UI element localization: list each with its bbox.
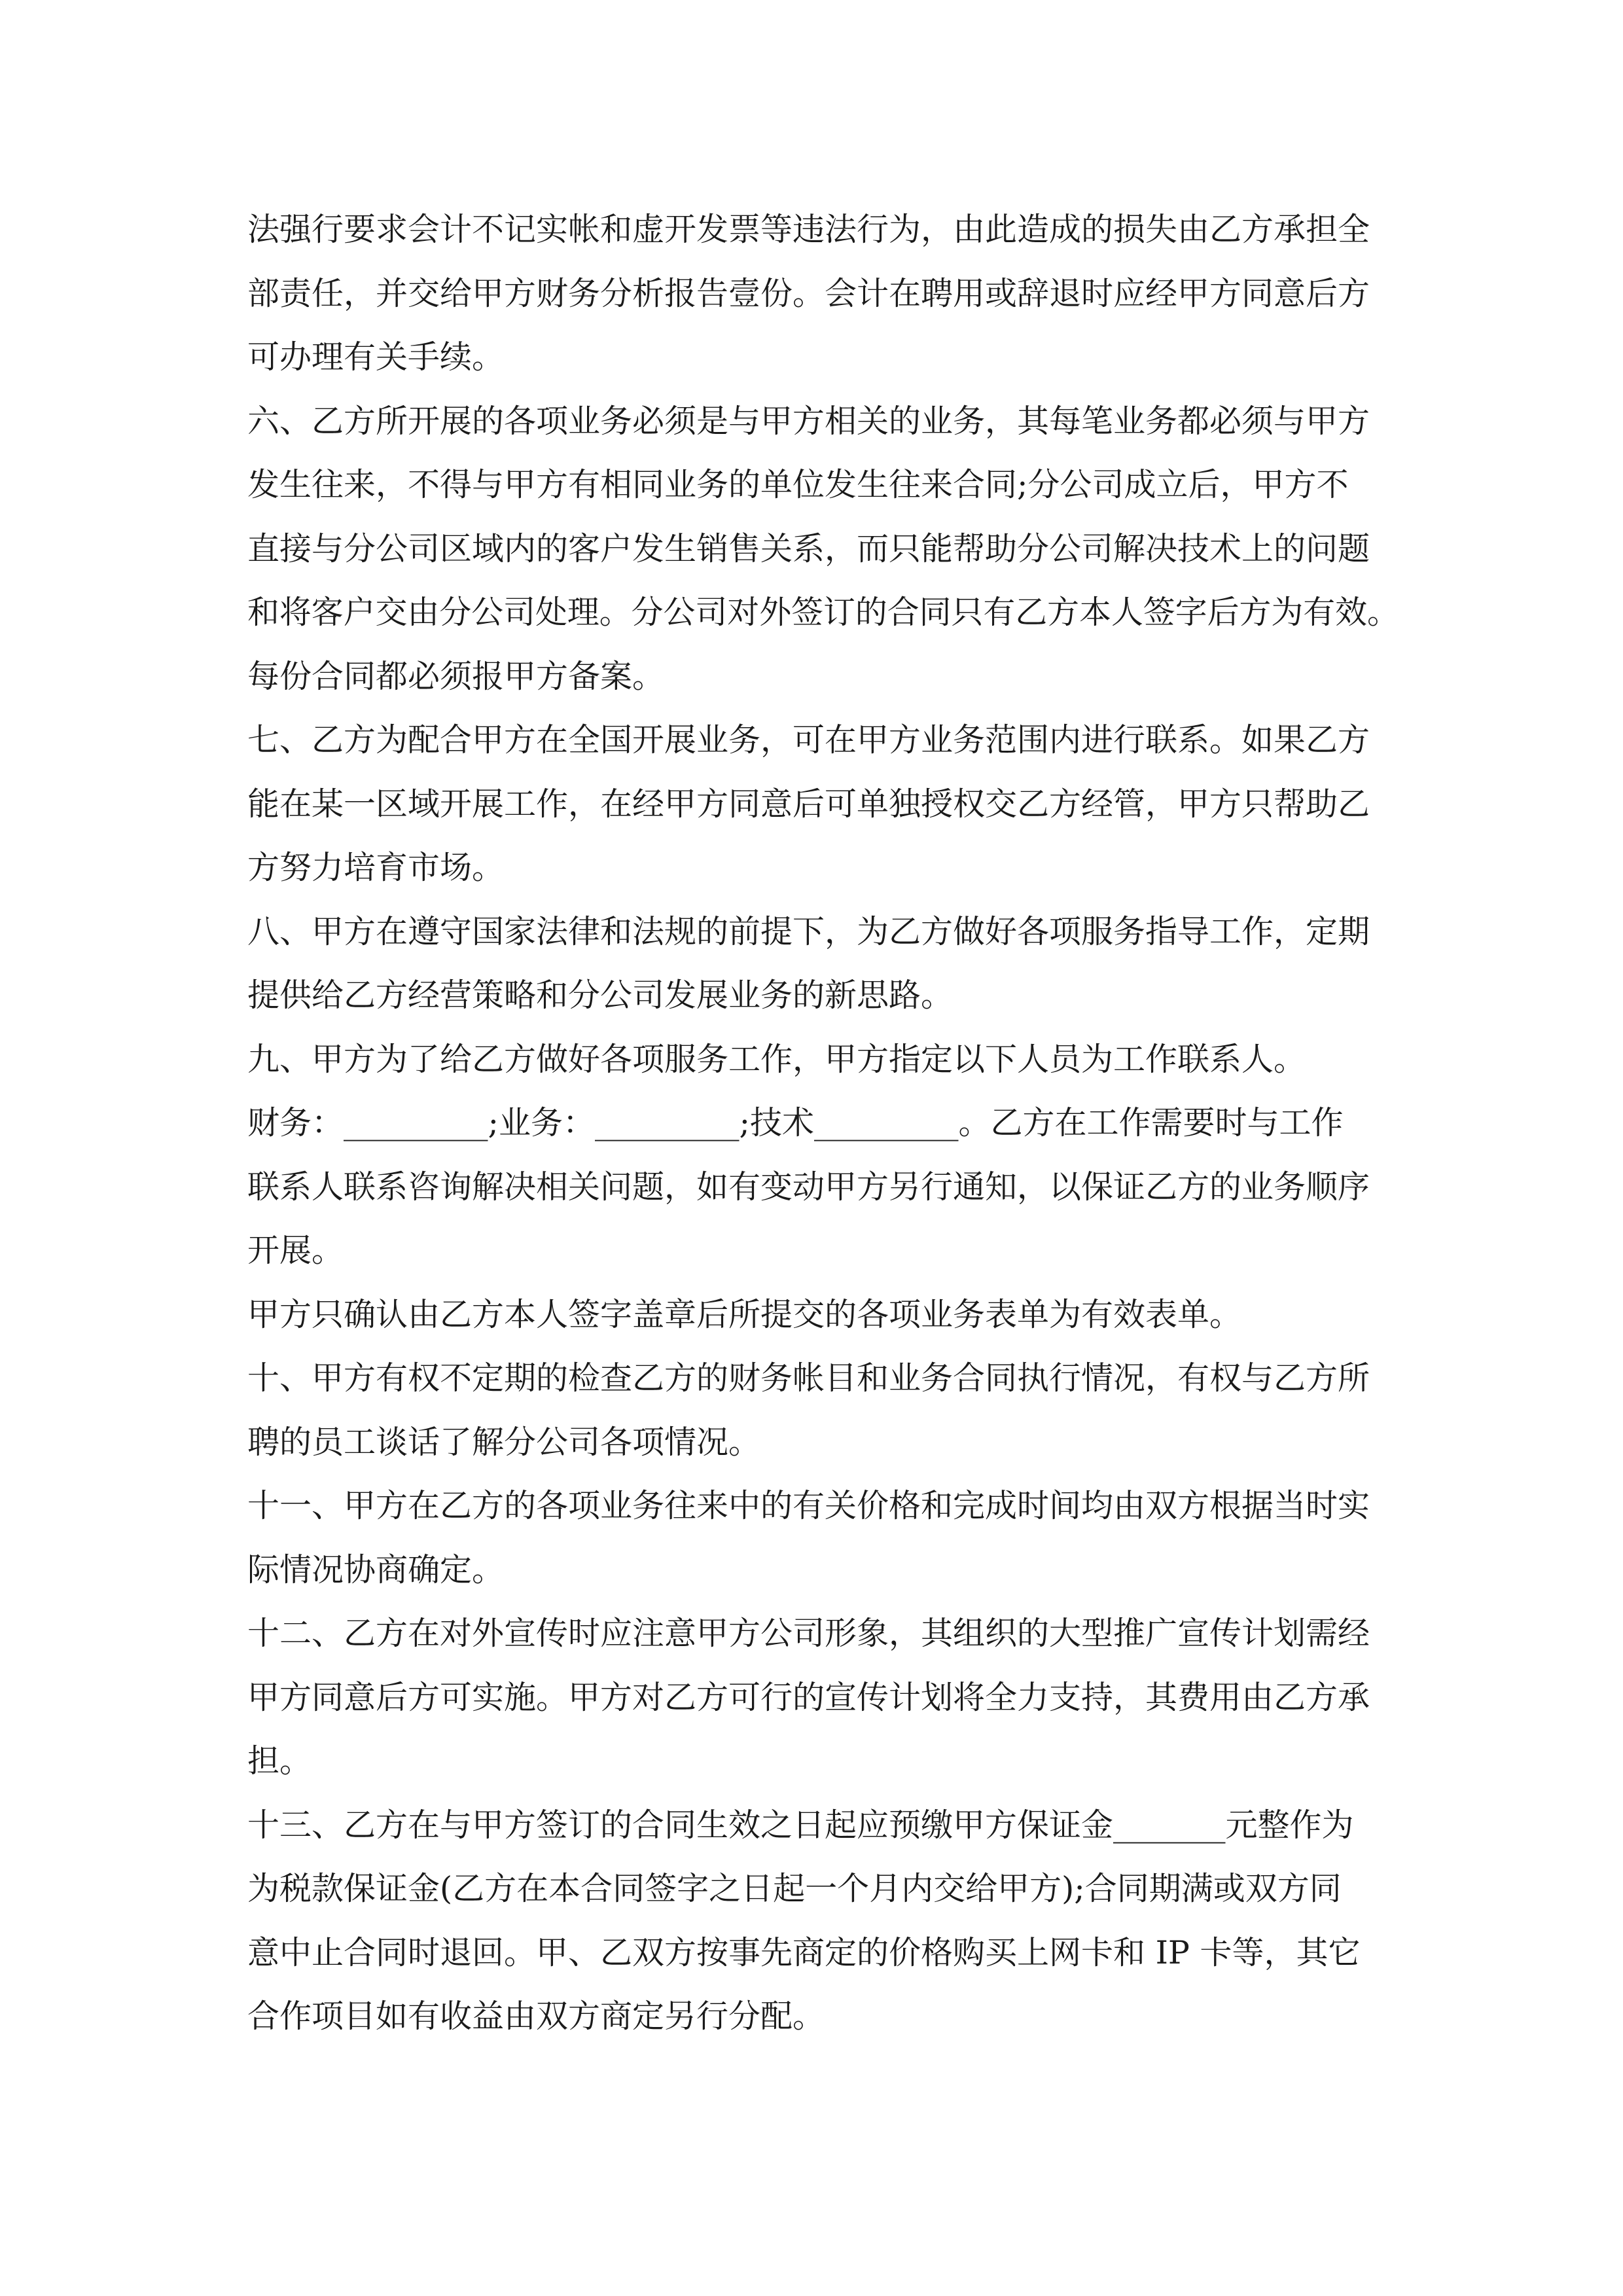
text-line: 联系人联系咨询解决相关问题，如有变动甲方另行通知，以保证乙方的业务顺序	[247, 1168, 1370, 1206]
text-line: 直接与分公司区域内的客户发生销售关系，而只能帮助分公司解决技术上的问题	[247, 529, 1370, 567]
text-line: 甲方同意后方可实施。甲方对乙方可行的宣传计划将全力支持，其费用由乙方承	[247, 1678, 1370, 1716]
text-line: 十三、乙方在与甲方签订的合同生效之日起应预缴甲方保证金_______元整作为	[247, 1806, 1354, 1844]
text-line: 十一、甲方在乙方的各项业务往来中的有关价格和完成时间均由双方根据当时实	[247, 1487, 1370, 1524]
text-line: 为税款保证金(乙方在本合同签字之日起一个月内交给甲方);合同期满或双方同	[247, 1870, 1342, 1907]
text-line: 法强行要求会计不记实帐和虚开发票等违法行为，由此造成的损失由乙方承担全	[247, 211, 1370, 248]
text-line: 部责任，并交给甲方财务分析报告壹份。会计在聘用或辞退时应经甲方同意后方	[247, 274, 1370, 312]
text-line: 八、甲方在遵守国家法律和法规的前提下，为乙方做好各项服务指导工作，定期	[247, 912, 1370, 950]
document-body	[247, 198, 1399, 2049]
text-line: 九、甲方为了给乙方做好各项服务工作，甲方指定以下人员为工作联系人。	[247, 1040, 1306, 1078]
text-line: 每份合同都必须报甲方备案。	[247, 657, 665, 695]
text-line: 七、乙方为配合甲方在全国开展业务，可在甲方业务范围内进行联系。如果乙方	[247, 721, 1370, 759]
text-line: 开展。	[247, 1232, 344, 1269]
text-line: 十、甲方有权不定期的检查乙方的财务帐目和业务合同执行情况，有权与乙方所	[247, 1359, 1370, 1397]
text-line: 十二、乙方在对外宣传时应注意甲方公司形象，其组织的大型推广宣传计划需经	[247, 1615, 1370, 1652]
text-line: 发生往来，不得与甲方有相同业务的单位发生往来合同;分公司成立后，甲方不	[247, 466, 1349, 503]
text-line: 六、乙方所开展的各项业务必须是与甲方相关的业务，其每笔业务都必须与甲方	[247, 402, 1370, 440]
text-line: 担。	[247, 1742, 312, 1780]
text-line: 意中止合同时退回。甲、乙双方按事先商定的价格购买上网卡和 IP 卡等，其它	[247, 1933, 1361, 1971]
text-line: 提供给乙方经营策略和分公司发展业务的新思路。	[247, 977, 954, 1014]
text-line: 财务：_________;业务：_________;技术_________。乙方在工作需要时与工作	[247, 1104, 1344, 1141]
text-line: 际情况协商确定。	[247, 1551, 505, 1588]
text-line: 合作项目如有收益由双方商定另行分配。	[247, 1998, 825, 2035]
text-line: 能在某一区域开展工作，在经甲方同意后可单独授权交乙方经管，甲方只帮助乙	[247, 785, 1370, 823]
text-line: 聘的员工谈话了解分公司各项情况。	[247, 1423, 761, 1461]
text-line: 甲方只确认由乙方本人签字盖章后所提交的各项业务表单为有效表单。	[247, 1295, 1242, 1333]
text-line: 和将客户交由分公司处理。分公司对外签订的合同只有乙方本人签字后方为有效。	[247, 594, 1399, 631]
text-line: 方努力培育市场。	[247, 849, 505, 886]
text-line: 可办理有关手续。	[247, 338, 505, 376]
